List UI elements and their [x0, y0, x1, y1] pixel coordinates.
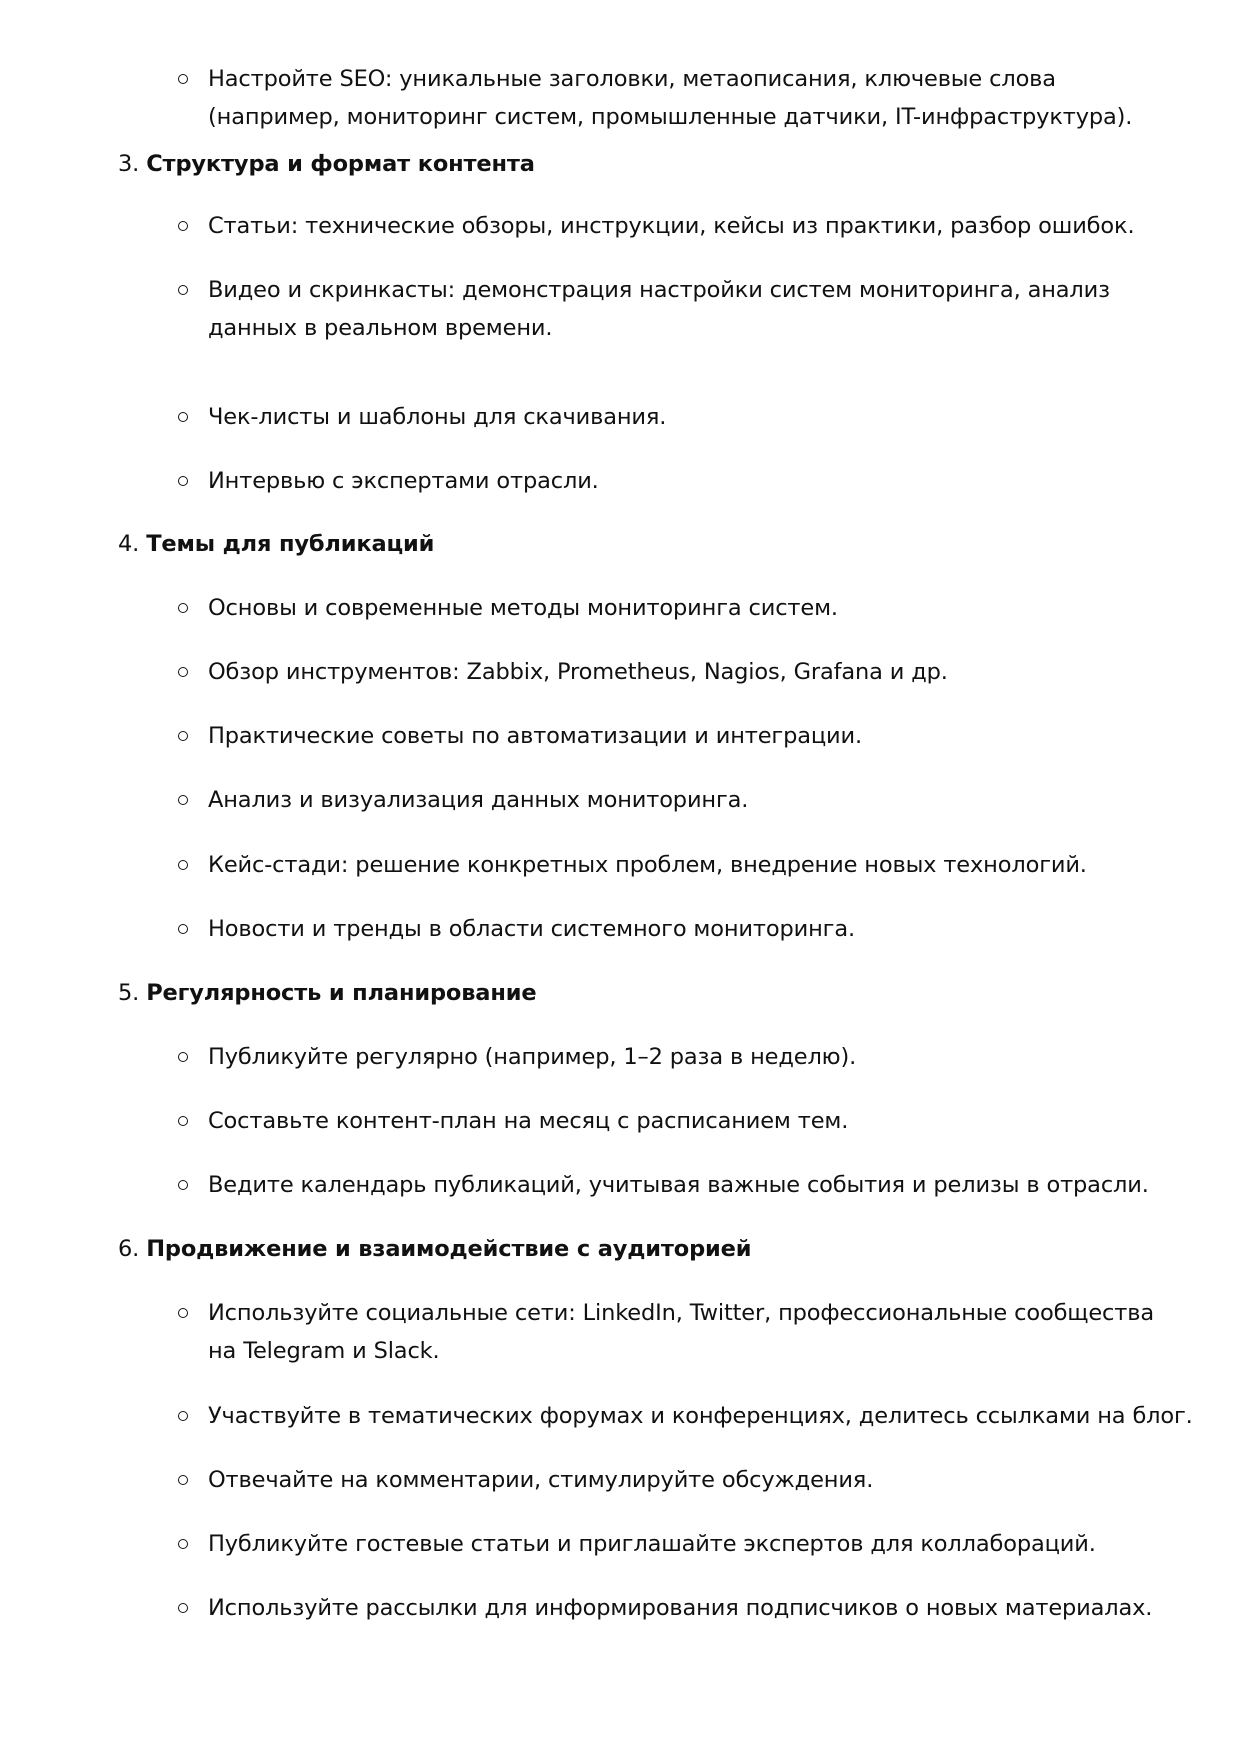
section-heading-4	[118, 525, 434, 563]
list-item-line: Основы и современные методы мониторинга систем.	[208, 595, 838, 621]
list-item	[208, 717, 1168, 755]
hollow-circle-bullet-icon	[178, 1539, 188, 1549]
hollow-circle-bullet-icon	[178, 221, 188, 231]
section-title: Темы для публикаций	[146, 531, 435, 557]
hollow-circle-bullet-icon	[178, 1308, 188, 1318]
list-item-line: Видео и скринкасты: демонстрация настройки систем мониторинга, анализ	[208, 277, 1110, 303]
hollow-circle-bullet-icon	[178, 1411, 188, 1421]
hollow-circle-bullet-icon	[178, 731, 188, 741]
section-number: 5.	[118, 980, 140, 1006]
section-heading-5	[118, 974, 536, 1012]
section-title: Продвижение и взаимодействие с аудиторией	[146, 1236, 752, 1262]
list-item-line: данных в реальном времени.	[208, 315, 553, 341]
list-item	[208, 1589, 1168, 1627]
hollow-circle-bullet-icon	[178, 285, 188, 295]
list-item-line: Чек-листы и шаблоны для скачивания.	[208, 404, 667, 430]
list-item	[208, 910, 1168, 948]
list-item-line: Анализ и визуализация данных мониторинга.	[208, 787, 749, 813]
list-item	[208, 1525, 1168, 1563]
section-title: Регулярность и планирование	[146, 980, 537, 1006]
hollow-circle-bullet-icon	[178, 1116, 188, 1126]
section-number: 4.	[118, 531, 140, 557]
list-item-line: Участвуйте в тематических форумах и конференциях, делитесь ссылками на блог.	[208, 1403, 1193, 1429]
list-item	[208, 781, 1168, 819]
list-item-line: Практические советы по автоматизации и интеграции.	[208, 723, 862, 749]
list-item-line: Ведите календарь публикаций, учитывая важные события и релизы в отрасли.	[208, 1172, 1149, 1198]
list-item	[208, 1397, 1193, 1435]
hollow-circle-bullet-icon	[178, 476, 188, 486]
hollow-circle-bullet-icon	[178, 1603, 188, 1613]
list-item	[208, 1102, 1168, 1140]
list-item-line: Публикуйте гостевые статьи и приглашайте экспертов для коллабораций.	[208, 1531, 1096, 1557]
hollow-circle-bullet-icon	[178, 1052, 188, 1062]
hollow-circle-bullet-icon	[178, 412, 188, 422]
hollow-circle-bullet-icon	[178, 1180, 188, 1190]
hollow-circle-bullet-icon	[178, 74, 188, 84]
section-number: 6.	[118, 1236, 140, 1262]
list-item	[208, 1461, 1168, 1499]
list-item	[208, 846, 1168, 884]
list-item-line: Отвечайте на комментарии, стимулируйте обсуждения.	[208, 1467, 874, 1493]
section-heading-6	[118, 1230, 751, 1268]
hollow-circle-bullet-icon	[178, 860, 188, 870]
list-item-line: Интервью с экспертами отрасли.	[208, 468, 599, 494]
list-item-line: Кейс-стади: решение конкретных проблем, внедрение новых технологий.	[208, 852, 1087, 878]
list-item-seo	[208, 60, 1168, 136]
list-item-line: Статьи: технические обзоры, инструкции, кейсы из практики, разбор ошибок.	[208, 213, 1135, 239]
list-item-line: (например, мониторинг систем, промышленные датчики, IT-инфраструктура).	[208, 104, 1133, 130]
hollow-circle-bullet-icon	[178, 924, 188, 934]
hollow-circle-bullet-icon	[178, 603, 188, 613]
section-heading-3	[118, 145, 535, 183]
list-item-line: Используйте социальные сети: LinkedIn, Twitter, профессиональные сообщества	[208, 1300, 1154, 1326]
section-number: 3.	[118, 151, 140, 177]
list-item-line: на Telegram и Slack.	[208, 1338, 440, 1364]
list-item	[208, 1294, 1168, 1370]
list-item-line: Составьте контент-план на месяц с расписанием тем.	[208, 1108, 849, 1134]
list-item-line: Используйте рассылки для информирования подписчиков о новых материалах.	[208, 1595, 1153, 1621]
list-item	[208, 462, 1168, 500]
list-item	[208, 1166, 1168, 1204]
list-item-line: Настройте SEO: уникальные заголовки, метаописания, ключевые слова	[208, 66, 1056, 92]
list-item	[208, 398, 1168, 436]
list-item	[208, 589, 1168, 627]
list-item	[208, 1038, 1168, 1076]
list-item-line: Обзор инструментов: Zabbix, Prometheus, Nagios, Grafana и др.	[208, 659, 948, 685]
hollow-circle-bullet-icon	[178, 667, 188, 677]
list-item-line: Публикуйте регулярно (например, 1–2 раза в неделю).	[208, 1044, 857, 1070]
list-item	[208, 653, 1168, 691]
list-item	[208, 207, 1168, 245]
list-item-line: Новости и тренды в области системного мониторинга.	[208, 916, 855, 942]
hollow-circle-bullet-icon	[178, 1475, 188, 1485]
list-item	[208, 271, 1168, 347]
hollow-circle-bullet-icon	[178, 795, 188, 805]
section-title: Структура и формат контента	[146, 151, 535, 177]
